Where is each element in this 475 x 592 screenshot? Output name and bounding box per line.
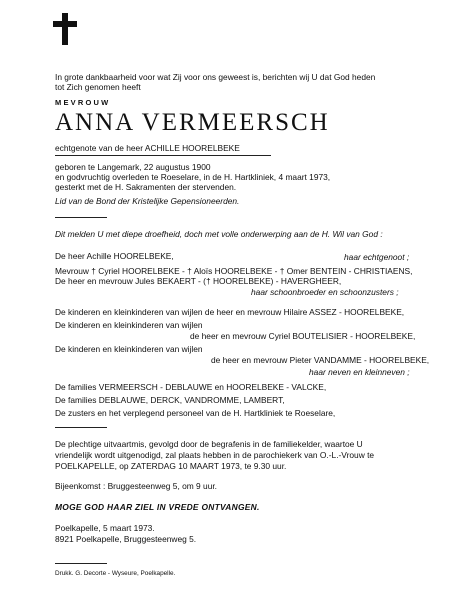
death-line: en godvruchtig overleden te Roeselare, in de H. Hartkliniek, 4 maart 1973,	[55, 172, 331, 182]
ceremony-line-3: POELKAPELLE, op ZATERDAG 10 MAART 1973, te 9.30 uur.	[55, 461, 287, 471]
kids-line-3b: de heer en mevrouw Pieter VANDAMME - HOORELBEKE,	[211, 355, 430, 365]
siblings-line: Mevrouw † Cyriel HOORELBEKE - † Aloïs HOORELBEKE - † Omer BENTEIN - CHRISTIAENS,	[55, 266, 413, 276]
kids-line-2b: de heer en mevrouw Cyriel BOUTELISIER - HOORELBEKE,	[190, 331, 416, 341]
spouse-line: echtgenote van de heer ACHILLE HOORELBEKE	[55, 143, 240, 153]
prayer-line: MOGE GOD HAAR ZIEL IN VREDE ONTVANGEN.	[55, 502, 260, 512]
inlaws-role: haar schoonbroeder en schoonzusters ;	[251, 287, 399, 297]
families-line-2: De families DEBLAUWE, DERCK, VANDROMME, LAMBERT,	[55, 395, 285, 405]
families-line-1: De families VERMEERSCH - DEBLAUWE en HOORELBEKE - VALCKE,	[55, 382, 327, 392]
husband-line: De heer Achille HOORELBEKE,	[55, 251, 174, 261]
deceased-name: ANNA VERMEERSCH	[55, 109, 330, 136]
address: 8921 Poelkapelle, Bruggesteenweg 5.	[55, 534, 197, 544]
nephews-role: haar neven en kleinneven ;	[309, 367, 410, 377]
sacraments-line: gesterkt met de H. Sakramenten der stervenden.	[55, 182, 237, 192]
divider-2	[55, 427, 107, 428]
husband-role: haar echtgenoot ;	[344, 252, 410, 262]
membership-line: Lid van de Bond der Kristelijke Gepensioneerden.	[55, 196, 240, 206]
kids-line-2a: De kinderen en kleinkinderen van wijlen	[55, 320, 203, 330]
announcement: Dit melden U met diepe droefheid, doch met volle onderwerping aan de H. Wil van God :	[55, 229, 383, 239]
sisters-line: De zusters en het verplegend personeel van de H. Hartkliniek te Roeselare,	[55, 408, 336, 418]
birth-line: geboren te Langemark, 22 augustus 1900	[55, 162, 211, 172]
bekaert-line: De heer en mevrouw Jules BEKAERT - († HOORELBEKE) - HAVERGHEER,	[55, 276, 342, 286]
intro-line-1: In grote dankbaarheid voor wat Zij voor ons geweest is, berichten wij U dat God heden	[55, 72, 376, 82]
place-date: Poelkapelle, 5 maart 1973.	[55, 523, 155, 533]
divider-3	[55, 563, 107, 564]
gathering-line: Bijeenkomst : Bruggesteenweg 5, om 9 uur.	[55, 481, 218, 491]
kids-line-1: De kinderen en kleinkinderen van wijlen de heer en mevrouw Hilaire ASSEZ - HOORELBEKE,	[55, 307, 405, 317]
name-underline	[55, 155, 271, 156]
ceremony-line-1: De plechtige uitvaartmis, gevolgd door de begrafenis in de familiekelder, waartoe U	[55, 439, 363, 449]
divider-1	[55, 217, 107, 218]
honorific: MEVROUW	[55, 98, 111, 107]
ceremony-line-2: vriendelijk wordt uitgenodigd, zal plaats hebben in de parochiekerk van O.-L.-Vrouw te	[55, 450, 375, 460]
cross-icon	[53, 13, 77, 45]
kids-line-3a: De kinderen en kleinkinderen van wijlen	[55, 344, 203, 354]
intro-line-2: tot Zich genomen heeft	[55, 82, 141, 92]
printer-credit: Drukk. G. Decorte - Wyseure, Poelkapelle.	[55, 570, 176, 577]
